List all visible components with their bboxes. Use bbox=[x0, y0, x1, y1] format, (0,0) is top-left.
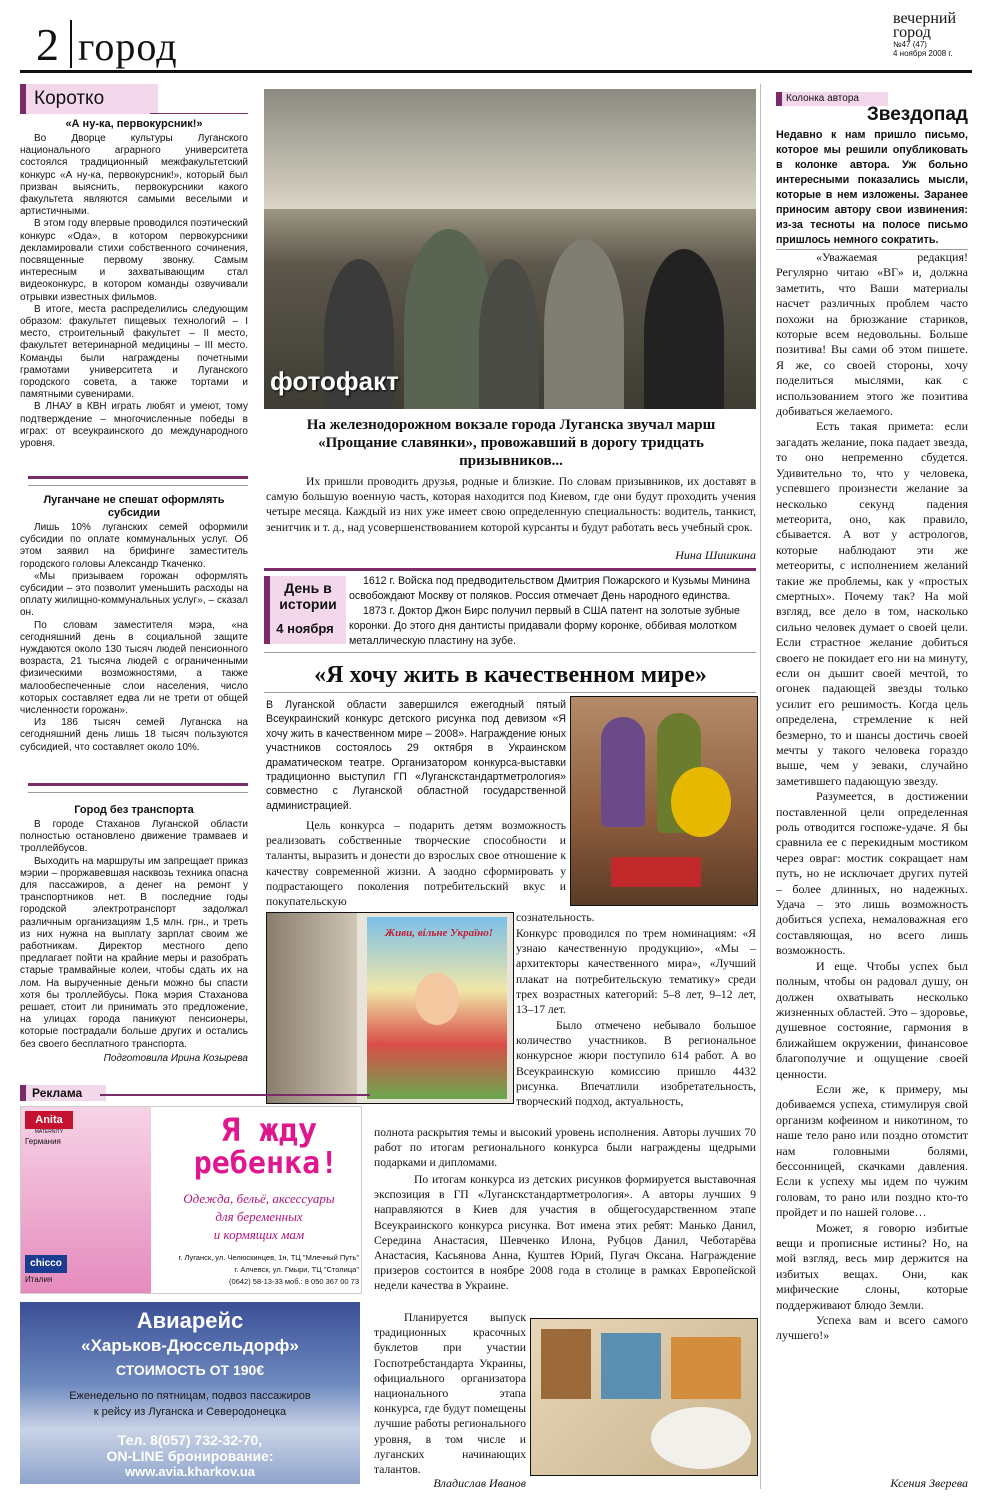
logo-line1: вечерний bbox=[893, 10, 956, 27]
header-separator bbox=[70, 20, 72, 68]
photo-label: фотофакт bbox=[270, 366, 399, 396]
article-paragraph: Цель конкурса – подарить детям возможность реализовать собственные творческие способности и таланты, выразить и донести до взрослых свое отношение к качеству современной жизни. А заодно сформировать у подрастающего поколения потребительский вкус и покупательскую bbox=[266, 819, 566, 909]
ad-flight-note: Еженедельно по пятницам, подвоз пассажиров bbox=[69, 1390, 311, 1402]
day-in-history-label: День в истории bbox=[279, 580, 337, 612]
brief-credit: Подготовила Ирина Козырева bbox=[103, 1052, 248, 1064]
article-paragraph: Было отмечено небывало большое количество участников. В региональное конкурсное жюри поступило 614 работ. А во Всеукраинскую комиссию пришло 4432 рисунка. Впечатлили изобретательность, творческий подход, актуальность, bbox=[516, 1019, 756, 1109]
ad-country: Германия bbox=[25, 1137, 61, 1146]
ad-headline-1: Я жду bbox=[220, 1111, 318, 1149]
column-paragraph: Если же, к примеру, мы добиваемся успеха, стимулируя свой организм кофеином и никотином, то наше тело рано или поздно отомстит нам головными болями, бессонницей, скачками давления. Если к успеху мы идем по чужим головам, то рано или поздно кто-то пройдет и по нашей голове… bbox=[776, 1081, 968, 1220]
ad-flight-route: «Харьков-Дюссельдорф» bbox=[81, 1336, 299, 1355]
brief-paragraph: Во Дворце культуры Луганского национального аграрного университета состоялся традиционный межфакультетский конкурс «А ну-ка, первокурсник!», который был призван выяснить, первокурсники какого факультета являются самыми веселыми и артистичными. bbox=[20, 133, 248, 218]
ad-maternity-shop[interactable] bbox=[20, 1106, 362, 1294]
photo-text: Их пришли проводить друзья, родные и близкие. По словам призывников, их доставят в самую большую военную часть, которая находится под Киевом, где они будут проходить учения четыре месяца. Каждый из них уже имеет свою определенную специальность: водитель, танкист, зенитчик и т. д., над усовершенствованием которой курсанты и будут работать весь учебный срок. bbox=[266, 475, 756, 534]
newspaper-logo bbox=[893, 12, 973, 58]
issue-date: 4 ноября 2008 г. bbox=[893, 49, 953, 58]
kicker-briefs: Коротко bbox=[20, 84, 158, 114]
column-paragraph: И еще. Чтобы успех был полным, чтобы он радовал душу, он должен охватывать несколько жизненных областей. Это – здоровье, душевное состояние, гармония в ближайшем окружении, финансовое благополучие и ощущение своей ценности. bbox=[776, 958, 968, 1081]
brief-title: Луганчане не спешат оформлять субсидии bbox=[43, 494, 225, 519]
ad-brand-sub: MATERNITY bbox=[34, 1129, 64, 1135]
divider bbox=[264, 568, 756, 571]
drawing-caption: Живи, вільне Україно! bbox=[384, 927, 494, 939]
photo-exhibition bbox=[267, 913, 357, 1103]
issue-number: №47 (47) bbox=[893, 40, 927, 49]
brief-paragraph: По словам заместителя мэра, «на сегодняшний день в социальной защите нуждаются около 130 тысяч людей пенсионного возраста, 21 тысяча людей с ограниченными физическими возможностями, а также малообеспеченные слои населения, число которых составляет едва ли не трети от общей численности горожан». bbox=[20, 619, 248, 717]
ad-subtitle: и кормящих мам bbox=[213, 1227, 305, 1242]
photo-teddy-bear bbox=[671, 767, 731, 837]
divider bbox=[28, 792, 248, 793]
ad-flight-note: к рейсу из Луганска и Северодонецка bbox=[93, 1406, 287, 1418]
history-item: 1612 г. Войска под предводительством Дмитрия Пожарского и Кузьмы Минина освобождают Москву от поляков. Россия отмечает День народного единства. bbox=[349, 575, 751, 602]
ad-flight-title: Авиарейс bbox=[136, 1308, 244, 1333]
article-paragraph-end: сознательность. bbox=[516, 911, 595, 924]
author-column-credit: Ксения Зверева bbox=[890, 1476, 968, 1490]
photo-exhibition-cats bbox=[530, 1318, 758, 1476]
ad-flight-phone: Тел. 8(057) 732-32-70, bbox=[117, 1432, 263, 1448]
article-credit: Владислав Иванов bbox=[433, 1476, 526, 1490]
ad-headline-2: ребенка! bbox=[193, 1146, 339, 1181]
ad-flight-online: ON-LINE бронирование: bbox=[106, 1448, 274, 1464]
divider bbox=[264, 692, 756, 693]
page-number: 2 bbox=[36, 19, 59, 70]
ads-rule bbox=[100, 1094, 370, 1096]
photo-cat-drawing bbox=[651, 1407, 751, 1469]
ad-flight-url[interactable]: www.avia.kharkov.ua bbox=[124, 1464, 256, 1479]
divider bbox=[28, 476, 248, 479]
kicker-author-column: Колонка автора bbox=[776, 92, 888, 106]
author-column-lead: Недавно к нам пришло письмо, которое мы решили опубликовать в колонке автора. Уж больно интересными показались мысли, которые в нем изложены. Заранее приносим автору свои извинения: из-за тесноты на полосе письмо пришлось немного сократить. bbox=[776, 129, 968, 246]
divider bbox=[264, 652, 756, 653]
brief-subsidies bbox=[20, 494, 248, 754]
brief-title: «А ну-ка, первокурсник!» bbox=[65, 118, 203, 130]
ad-phones: (0642) 58-13-33 моб.: 8 050 367 00 73 bbox=[229, 1277, 359, 1286]
brief-paragraph: Из 186 тысяч семей Луганска на сегодняшний день лишь 18 тысяч пользуются субсидией, что составляет около 10%. bbox=[20, 717, 248, 753]
article-paragraph: Планируется выпуск традиционных красочных буклетов при участии Госпотребстандарта Украины, официального организатора национального этапа конкурса, где будут помещены лучшие работы регионального уровня, в том числе и луганских начинающих талантов. bbox=[374, 1311, 526, 1477]
ad-flight-price: СТОИМОСТЬ ОТ 190€ bbox=[115, 1362, 265, 1378]
column-paragraph: Есть такая примета: если загадать желание, пока падает звезда, то оно непременно сбудется. Удивительно то, что у человека, успевшего произнести желание за несколько секунд падения метеорита, оно, как правило, сбывается. А вот у астрологов, которые наблюдают эти же метеориты, с исполнением желаний такие же проблемы, как у «простых смертных». Почему так? На мой взгляд, все дело в том, насколько сильно человек думает о своей цели. Если страстное желание добиться своего не покидает его ни на минуту, если он дышит своей мечтой, то огонек падающей звезды только усилит его решимость. Когда цель определена, стремление к ней безмерно, то и шансы достичь своей мечты у такого человека гораздо выше, чем у зеваки, случайно заметившего падающую звезду. bbox=[776, 419, 969, 788]
brief-transport bbox=[20, 804, 248, 1065]
article-paragraph: По итогам конкурса из детских рисунков формируется выставочная экспозиция в ГП «Луганскстандартметрология». А авторы лучших 9 направляются в Киев для участия в общегосударственном этапе Всеукраинского конкурса рисунка. Вот имена этих ребят: Манько Данил, Середина Анастасия, Шевченко Илона, Рубцов Данил, Чеботарёва Анастасия, Касьянова Анна, Куштев Юрий, Пугач Оксана. Награждение призеров состоится в ноябре 2008 года в столице в рамках Европейской недели качества в Украине. bbox=[374, 1173, 756, 1293]
brief-title: Город без транспорта bbox=[74, 804, 194, 816]
kicker-ads: Реклама bbox=[20, 1085, 106, 1101]
photo-gift-box bbox=[611, 857, 701, 887]
author-column-body bbox=[776, 250, 968, 1344]
photo-painting bbox=[671, 1337, 741, 1399]
photo-painting bbox=[601, 1333, 661, 1399]
column-paragraph: Может, я говорю избитые вещи и прописные истины? Но, на мой взгляд, весь мир держится на избитых вещах. Они, как мифические слоны, которые поддерживают блюдо Земли. bbox=[776, 1220, 968, 1312]
photo-person bbox=[601, 717, 645, 827]
brief-paragraph: В этом году впервые проводился поэтический конкурс «Ода», в котором первокурсники декламировали стихи собственного сочинения, посвященные первому звонку. Самым интересным и захватывающим стал видеоконкурс, в котором команды озвучивали отрывки известных фильмов. bbox=[20, 218, 248, 303]
photo-person bbox=[644, 249, 724, 409]
column-paragraph: «Уважаемая редакция! Регулярно читаю «ВГ» и, должна заметить, что Ваши материалы насчет различных проблем часто похожи на брюзжание стариков, которые всем недовольны. Больше позитива! Вы сами об этом пишете. Я же, со своей стороны, хочу поделиться мыслями, как с использованием этого же позитива добиваться желаемого. bbox=[776, 250, 968, 419]
article-paragraph: Конкурс проводился по трем номинациям: «Я узнаю качественную продукцию», «Мы – архитекторы качественного мира», «Лучший плакат на потребительскую тематику» среди трех возрастных категорий: 5–8 лет, 9–12 лет, 13–17 лет. bbox=[516, 927, 756, 1017]
ad-subtitle: Одежда, бельё, аксессуары bbox=[183, 1191, 335, 1206]
brief-paragraph: «Мы призываем горожан оформлять субсидии – это позволит уменьшить расходы на оплату жилищно-коммунальных услуг», – сказал он. bbox=[20, 570, 248, 619]
brief-freshman bbox=[20, 118, 248, 450]
photo-painting bbox=[541, 1329, 591, 1399]
column-paragraph: Успеха вам и всего самого лучшего!» bbox=[776, 1313, 968, 1343]
author-column-title: Звездопад bbox=[866, 104, 968, 125]
drawing-face bbox=[415, 973, 459, 1025]
divider bbox=[28, 783, 248, 786]
ad-brand-chicco: chicco bbox=[25, 1255, 67, 1273]
photo-headline: На железнодорожном вокзале города Луганска звучал марш «Прощание славянки», провожавший в дорогу тридцать призывников... bbox=[306, 417, 716, 469]
ad-country: Италия bbox=[25, 1275, 53, 1284]
photo-station-roof bbox=[264, 89, 756, 209]
kicker-underline bbox=[150, 113, 248, 114]
column-paragraph: Разумеется, в достижении поставленной цели определенная роль отводится госпоже-удаче. Я бы сравнила ее с перекидным мостиком через овраг: мостик сокращает нам путь, но не исключает других путей – более длинных, но надежных. Удача – это лишь возможность добиться успеха, немаловажная его составляющая, но всего лишь возможность. bbox=[776, 789, 968, 958]
photo-person bbox=[479, 259, 539, 409]
brief-paragraph: В итоге, места распределились следующим образом: факультет пищевых технологий – I место, строительный факультет – II место, факультет ветеринарной медицины – III место. Команды были награждены почетными грамотами университета и Луганского городского совета, а также тортами и памятными сувенирами. bbox=[20, 303, 248, 401]
photo-conscripts bbox=[264, 89, 756, 409]
day-in-history-date: 4 ноября bbox=[276, 621, 334, 636]
brief-paragraph: В городе Стаханов Луганской области полностью остановлено движение трамваев и троллейбусов. bbox=[20, 819, 248, 855]
brief-paragraph: Лишь 10% луганских семей оформили субсидии по оплате коммунальных услуг. Об этом заявил на брифинге заместитель городского головы Александр Ткаченко. bbox=[20, 522, 248, 570]
ad-flight[interactable] bbox=[20, 1302, 360, 1484]
article-lead: В Луганской области завершился ежегодный пятый Всеукраинский конкурс детского рисунка под девизом «Я хочу жить в качественном мире – 2008». Награждение юных участников состоялось 29 октября в Украинском драматическом театре. Организатором конкурса-выставки традиционно выступил ГП «Луганскстандартметрология» совместно с Луганской областной государственной администрацией. bbox=[266, 699, 566, 812]
ad-address: г. Луганск, ул. Челюскинцев, 1н, ТЦ "Млечный Путь" bbox=[178, 1253, 359, 1262]
column-divider bbox=[760, 84, 761, 1489]
logo-line2: город bbox=[893, 24, 931, 41]
section-title: город bbox=[78, 24, 178, 69]
photo-credit: Нина Шишкина bbox=[675, 548, 756, 562]
history-item: 1873 г. Доктор Джон Бирс получил первый в США патент на золотые зубные коронки. До этого дня дантисты придавали форму коронке, оббивая молотком металлическую пластину на зубе. bbox=[349, 605, 740, 647]
photo-drawing bbox=[266, 912, 514, 1104]
photo-award-winners bbox=[570, 696, 758, 906]
article-title: «Я хочу жить в качественном мире» bbox=[314, 662, 707, 688]
brief-paragraph: В ЛНАУ в КВН играть любят и умеют, тому подтверждение – многочисленные победы в играх: от всеукраинского до международного уровня. bbox=[20, 401, 248, 450]
brief-paragraph: Выходить на маршруты им запрещает приказ мэрии – проржавевшая насквозь техника опасна для пассажиров, а денег на ремонт у транспортников нет. В последние годы городской электротранспорт задолжал различным организациям 1,5 млн. грн., и треть из них нужна на выплату зарплат своим же работникам. Директор местного депо предлагает пойти на крайние меры и разобрать старые трамвайные колеи, чтобы сдать их на лом. На вырученные деньги можно бы спасти хотя бы троллейбусы. Пока мэрия Стаханова решает, стоит ли принимать это предложение, на улицах города паникуют пенсионеры, которые пострадали больше других и остались без своего бесплатного транспорта. bbox=[20, 855, 248, 1050]
divider bbox=[28, 485, 248, 486]
article-paragraph: полнота раскрытия темы и высокий уровень исполнения. Авторы лучших 70 работ по итогам регионального конкурса были награждены щедрыми подарками и дипломами. bbox=[374, 1126, 756, 1170]
day-in-history-text bbox=[349, 574, 756, 649]
photo-person bbox=[544, 239, 624, 409]
ad-address: г. Алчевск, ул. Гмыри, ТЦ "Столица" bbox=[234, 1265, 359, 1274]
ad-subtitle: для беременных bbox=[215, 1209, 303, 1224]
ad-brand-anita: Anita bbox=[25, 1111, 73, 1129]
header-rule bbox=[20, 70, 972, 73]
